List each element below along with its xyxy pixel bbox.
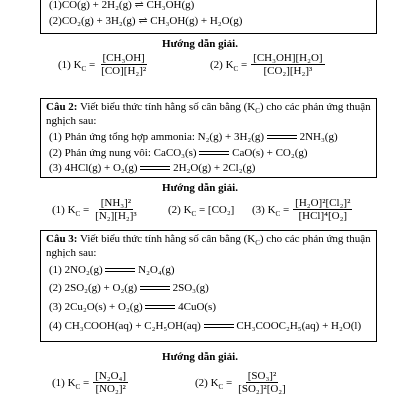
q2-text2: nghịch sau: [46, 115, 97, 127]
q2-label: Câu 2: [46, 101, 78, 113]
equilibrium-arrow-icon [199, 150, 229, 156]
q2-fraction-3: $\frac{\text{[H₂O]²[Cl₂]²}}{\text{[HCl]⁴[O₂]}}$ [295, 197, 351, 222]
q2-fraction-1: $\frac{\text{[NH₃]²}}{\text{[N₂][H₂]³}}$ [95, 197, 137, 222]
q3-text2: nghịch sau: [46, 247, 97, 259]
question2-box: Câu 2: Viết biểu thức tính hằng số cân bằng $(K_C)$ cho các phản ứng thuận nghịch sau: (1) Phản ứng tổng hợp ammonia: N₂(g) + 3H₂(g) 2NH₃(g) (2) Phản ứng nung vôi: CaCO₃(s) CaO(s) + CO₂(g) (3) 4HCl(g) + O₂(g) 2H₂O(g) + 2Cl₂(g) [40, 98, 377, 178]
kc-label: (1) K [58, 58, 82, 71]
equilibrium-arrow-icon [145, 304, 175, 310]
q1-line1: (1)CO(g) + 2H₂(g) ⇌ CH₃OH(g) [49, 0, 195, 11]
q1-fraction-1: $\frac{\text{[CH₃OH]}}{\text{[CO][H₂]²}}$ [101, 52, 147, 77]
equilibrium-arrow-icon [140, 285, 170, 291]
q2-item1: (1) Phản ứng tổng hợp ammonia: N₂(g) + 3H₂(g) 2NH₃(g) [49, 131, 338, 143]
q1-answer-2: (2) $K_C$ = $\frac{\text{[CH₃OH][H₂O]}}{\text{[CO₂][H₂]³}}$ [210, 52, 323, 77]
equilibrium-arrow-icon [267, 134, 297, 140]
q3-item4: (4) CH₃COOH(aq) + C₂H₅OH(aq) CH₃COOC₂H₅(aq) + H₂O(l) [49, 320, 362, 332]
q3-item1: (1) 2NO₂(g) N₂O₄(g) [49, 264, 175, 276]
q3-answer-2: (2) $K_C$ = $\frac{\text{[SO₃]²}}{\text{[SO₂]²[O₂]}}$ [195, 370, 286, 395]
question1-box [40, 0, 377, 34]
q1-fraction-2: $\frac{\text{[CH₃OH][H₂O]}}{\text{[CO₂][H₂]³}}$ [253, 52, 323, 77]
equilibrium-arrow-icon [140, 165, 170, 171]
q2-answer-1: (1) $K_C$ = $\frac{\text{[NH₃]²}}{\text{[N₂][H₂]³}}$ [52, 197, 137, 222]
q2-answer-3: (3) $K_C$ = $\frac{\text{[H₂O]²[Cl₂]²}}{\text{[HCl]⁴[O₂]}}$ [252, 197, 351, 222]
q1-answer-1: (1) $K_C$ = $\frac{\text{[CH₃OH]}}{\text{[CO][H₂]²}}$ [58, 52, 147, 77]
q3-item2: (2) 2SO₂(g) + O₂(g) 2SO₃(g) [49, 282, 209, 294]
guide-heading-2: Hướng dẫn giải. [162, 182, 238, 194]
guide-heading-1: Hướng dẫn giải. [162, 38, 238, 50]
guide-heading-3: Hướng dẫn giải. [162, 351, 238, 363]
q2-answer-2: (2) $K_C = [CO_2]$ [168, 204, 235, 219]
q3-item3: (3) 2Cu₂O(s) + O₂(g) 4CuO(s) [49, 301, 216, 313]
equilibrium-arrow-icon [204, 323, 234, 329]
q3-answer-1: (1) $K_C$ = $\frac{\text{[N₂O₄]}}{\text{[NO₂]²}}$ [52, 370, 127, 395]
question3-box: Câu 3: Viết biểu thức tính hằng số cân bằng $(K_C)$ cho các phản ứng thuận nghịch sau: (1) 2NO₂(g) N₂O₄(g) (2) 2SO₂(g) + O₂(g) 2SO₃(g) (3) 2Cu₂O(s) + O₂(g) 4CuO(s) (4) CH₃COOH(aq) + C₂H₅OH(aq) CH₃COOC₂H₅(aq) + H₂O(l) [40, 230, 377, 342]
q2-item3: (3) 4HCl(g) + O₂(g) 2H₂O(g) + 2Cl₂(g) [49, 162, 256, 174]
q3-fraction-1: $\frac{\text{[N₂O₄]}}{\text{[NO₂]²}}$ [95, 370, 127, 395]
q1-line2: (2)CO₂(g) + 3H₂(g) ⇌ CH₃OH(g) + H₂O(g) [49, 15, 243, 27]
q3-fraction-2: $\frac{\text{[SO₃]²}}{\text{[SO₂]²[O₂]}}$ [238, 370, 286, 395]
equilibrium-arrow-icon [105, 267, 135, 273]
q2-item2: (2) Phản ứng nung vôi: CaCO₃(s) CaO(s) + CO₂(g) [49, 147, 308, 159]
q3-label: Câu 3: [46, 233, 78, 245]
